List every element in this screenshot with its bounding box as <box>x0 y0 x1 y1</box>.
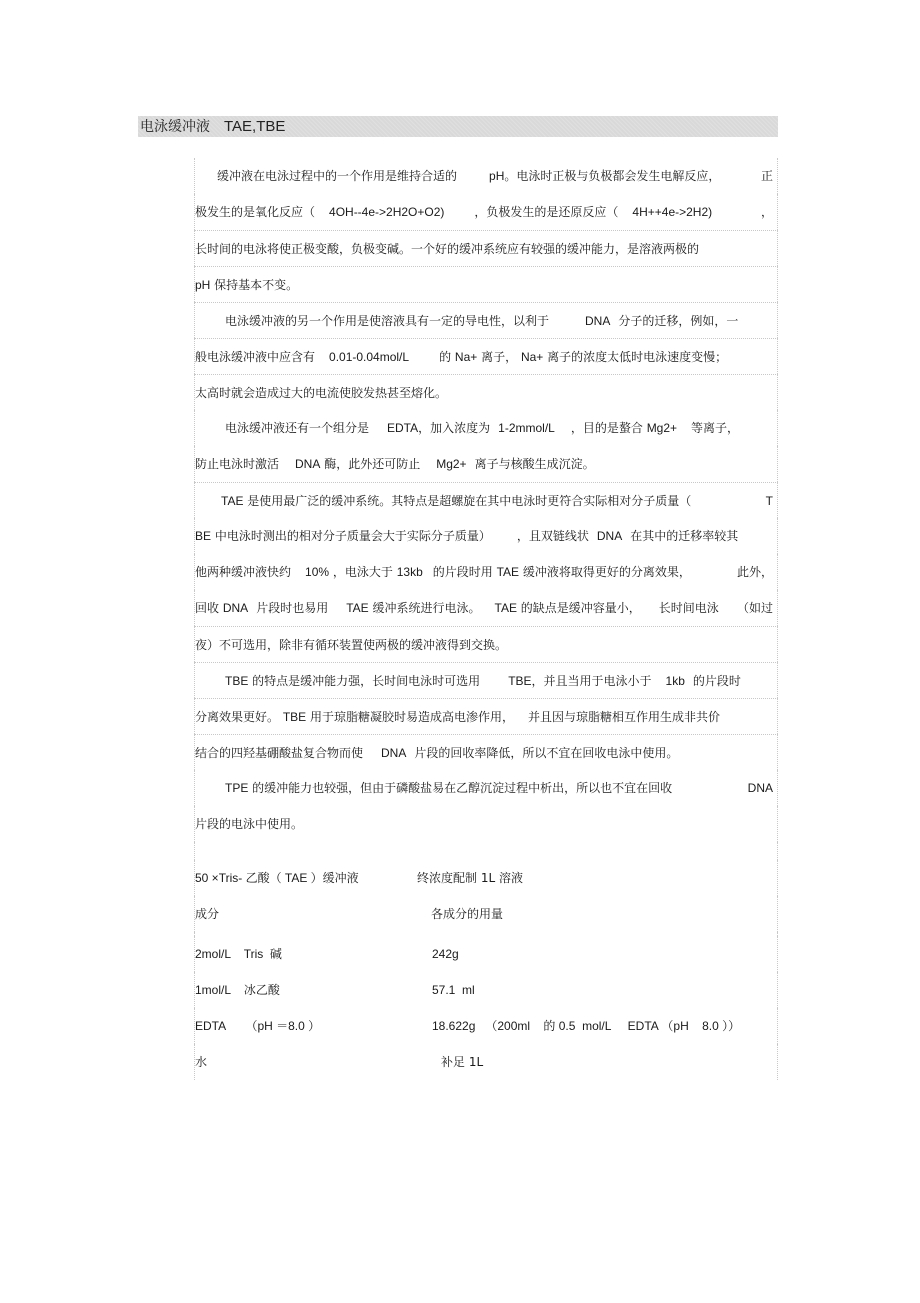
text-segment: 片段的回收率降低，所以不宜在回收电泳中使用。 <box>414 746 679 760</box>
text-segment: ，负极发生的是还原反应（ <box>474 205 619 219</box>
recipe-column-headers <box>194 896 778 932</box>
text-segment: 的特点是缓冲能力强，长时间电泳时可选用 <box>252 674 481 688</box>
text-segment: 正 <box>760 169 773 183</box>
text-segment: 的缺点是缓冲容量小， <box>520 601 641 615</box>
paragraph-2-line-3 <box>194 374 778 410</box>
text-segment: 的 <box>439 350 452 364</box>
text-segment: 4H++4e->2H2) <box>632 205 713 219</box>
paragraph-1-line-2 <box>194 194 778 230</box>
paragraph-1-line-4 <box>194 266 778 302</box>
text-segment: 离子， <box>481 350 518 364</box>
text-segment: 般电泳缓冲液中应含有 <box>195 350 316 364</box>
text-segment: 太高时就会造成过大的电流使胶发热甚至熔化。 <box>195 386 448 400</box>
text-segment: 片段的电泳中使用。 <box>195 817 304 831</box>
paragraph-5-line-2 <box>194 698 778 734</box>
text-segment: ，加入浓度为 <box>418 421 491 435</box>
text-segment: 。电泳时正极与负极都会发生电解反应， <box>504 169 721 183</box>
spacer <box>194 842 778 860</box>
recipe-heading-left: 50 ×Tris- 乙酸（ TAE ）缓冲液 <box>195 871 359 885</box>
paragraph-4-line-5 <box>194 626 778 662</box>
text-segment: Mg2+ <box>436 457 467 471</box>
text-segment: （如过 <box>736 601 773 615</box>
text-segment: TBE <box>282 710 307 724</box>
text-segment: ，目的是螯合 <box>570 421 643 435</box>
text-segment: 防止电泳时激活 <box>195 457 280 471</box>
text-segment: DNA <box>295 457 321 471</box>
recipe-row <box>194 972 778 1008</box>
recipe-amount: 57.1 ml <box>432 983 475 997</box>
recipe-row <box>194 1044 778 1080</box>
text-segment: DNA <box>596 529 623 543</box>
paragraph-3-line-2 <box>194 446 778 482</box>
paragraph-1-line-1 <box>194 158 778 194</box>
text-segment: 用于琼脂糖凝胶时易造成高电渗作用， <box>310 710 515 724</box>
paragraph-6-line-2 <box>194 806 778 842</box>
text-segment: 酶，此外还可防止 <box>324 457 421 471</box>
text-segment: 等离子， <box>691 421 740 435</box>
text-segment: TAE <box>496 565 520 579</box>
column-header-amount: 各成分的用量 <box>431 907 504 921</box>
document-body <box>194 158 778 1080</box>
paragraph-4-line-2 <box>194 518 778 554</box>
document-title-bar <box>138 116 778 137</box>
text-segment: ，并且当用于电泳小于 <box>531 674 652 688</box>
text-segment: TBE <box>225 674 249 688</box>
paragraph-2-line-1 <box>194 302 778 338</box>
text-segment: TAE <box>221 494 244 508</box>
paragraph-4-line-4 <box>194 590 778 626</box>
text-segment: 此外， <box>736 565 773 579</box>
paragraph-2-line-2 <box>194 338 778 374</box>
text-segment: BE <box>195 529 212 543</box>
text-segment: pH <box>489 169 505 183</box>
text-segment: T <box>765 494 773 508</box>
recipe-amount: 补足 1L <box>441 1055 484 1069</box>
text-segment: 中电泳时测出的相对分子质量会大于实际分子质量） <box>214 529 491 543</box>
text-segment: DNA <box>381 746 407 760</box>
paragraph-6-line-1 <box>194 770 778 806</box>
recipe-component: 1mol/L 冰乙酸 <box>195 983 280 997</box>
text-segment: DNA <box>585 314 611 328</box>
text-segment: 长时间的电泳将使正极变酸，负极变碱。一个好的缓冲系统应有较强的缓冲能力，是溶液两极的 <box>195 242 700 256</box>
recipe-component: EDTA （pH ＝8.0 ） <box>195 1019 321 1033</box>
text-segment: 结合的四羟基硼酸盐复合物而使 <box>195 746 364 760</box>
text-segment: 的片段时 <box>692 674 741 688</box>
text-segment: Na+ <box>520 350 544 364</box>
text-segment: 电泳缓冲液还有一个组分是 <box>225 421 370 435</box>
text-segment: 在其中的迁移率较其 <box>630 529 739 543</box>
text-segment: 缓冲液将取得更好的分离效果， <box>522 565 691 579</box>
text-segment: 并且因与琼脂糖相互作用生成非共价 <box>528 710 721 724</box>
text-segment: 10% <box>305 565 330 579</box>
recipe-component: 2mol/L Tris 碱 <box>195 947 282 961</box>
text-segment: 缓冲液在电泳过程中的一个作用是维持合适的 <box>217 169 458 183</box>
text-segment: 他两种缓冲液快约 <box>195 565 292 579</box>
text-segment: 是使用最广泛的缓冲系统。其特点是超螺旋在其中电泳时更符合实际相对分子质量（ <box>247 494 692 508</box>
text-segment: 1kb <box>665 674 685 688</box>
text-segment: 片段时也易用 <box>256 601 329 615</box>
text-segment: 离子的浓度太低时电泳速度变慢； <box>547 350 728 364</box>
text-segment: pH <box>195 278 211 292</box>
recipe-heading <box>194 860 778 896</box>
paragraph-5-line-3 <box>194 734 778 770</box>
recipe-row <box>194 936 778 972</box>
text-segment: 长时间电泳 <box>658 601 719 615</box>
text-segment: 分子的迁移，例如，一 <box>618 314 739 328</box>
paragraph-5-line-1 <box>194 662 778 698</box>
title-cn: 电泳缓冲液 <box>140 119 210 135</box>
text-segment: 分离效果更好。 <box>195 710 280 724</box>
text-segment: EDTA <box>387 421 419 435</box>
text-segment: 13kb <box>396 565 423 579</box>
recipe-heading-right: 终浓度配制 1L 溶液 <box>417 871 523 885</box>
text-segment: 电泳缓冲液的另一个作用是使溶液具有一定的导电性，以利于 <box>225 314 550 328</box>
text-segment: 1-2mmol/L <box>498 421 555 435</box>
text-segment: TBE <box>508 674 532 688</box>
text-segment: Na+ <box>454 350 478 364</box>
title-latin: TAE,TBE <box>224 118 286 135</box>
text-segment: DNA <box>222 601 249 615</box>
paragraph-3-line-1 <box>194 410 778 446</box>
recipe-amount: 242g <box>432 947 459 961</box>
text-segment: 的缓冲能力也较强，但由于磷酸盐易在乙醇沉淀过程中析出，所以也不宜在回收 <box>252 781 673 795</box>
recipe-component: 水 <box>195 1055 208 1069</box>
text-segment: TAE <box>494 601 517 615</box>
text-segment: ， <box>760 205 773 219</box>
recipe-amount: 18.622g （200ml 的 0.5 mol/L EDTA （pH 8.0 ）） <box>432 1019 741 1033</box>
text-segment: 离子与核酸生成沉淀。 <box>474 457 595 471</box>
text-segment: 0.01-0.04mol/L <box>329 350 410 364</box>
text-segment: ，且双链线状 <box>516 529 589 543</box>
text-segment: DNA <box>747 781 773 795</box>
text-segment: TPE <box>225 781 249 795</box>
text-segment: TAE <box>346 601 369 615</box>
column-header-component: 成分 <box>195 907 220 921</box>
text-segment: 夜）不可选用，除非有循环装置使两极的缓冲液得到交换。 <box>195 638 508 652</box>
text-segment: 4OH--4e->2H2O+O2) <box>329 205 445 219</box>
text-segment: 保持基本不变。 <box>214 278 299 292</box>
paragraph-4-line-1 <box>194 482 778 518</box>
text-segment: Mg2+ <box>646 421 678 435</box>
text-segment: 的片段时用 <box>432 565 493 579</box>
paragraph-1-line-3 <box>194 230 778 266</box>
paragraph-4-line-3 <box>194 554 778 590</box>
text-segment: 极发生的是氧化反应（ <box>195 205 316 219</box>
text-segment: 缓冲系统进行电泳。 <box>372 601 481 615</box>
recipe-row <box>194 1008 778 1044</box>
text-segment: 回收 <box>195 601 220 615</box>
text-segment: ，电泳大于 <box>332 565 393 579</box>
